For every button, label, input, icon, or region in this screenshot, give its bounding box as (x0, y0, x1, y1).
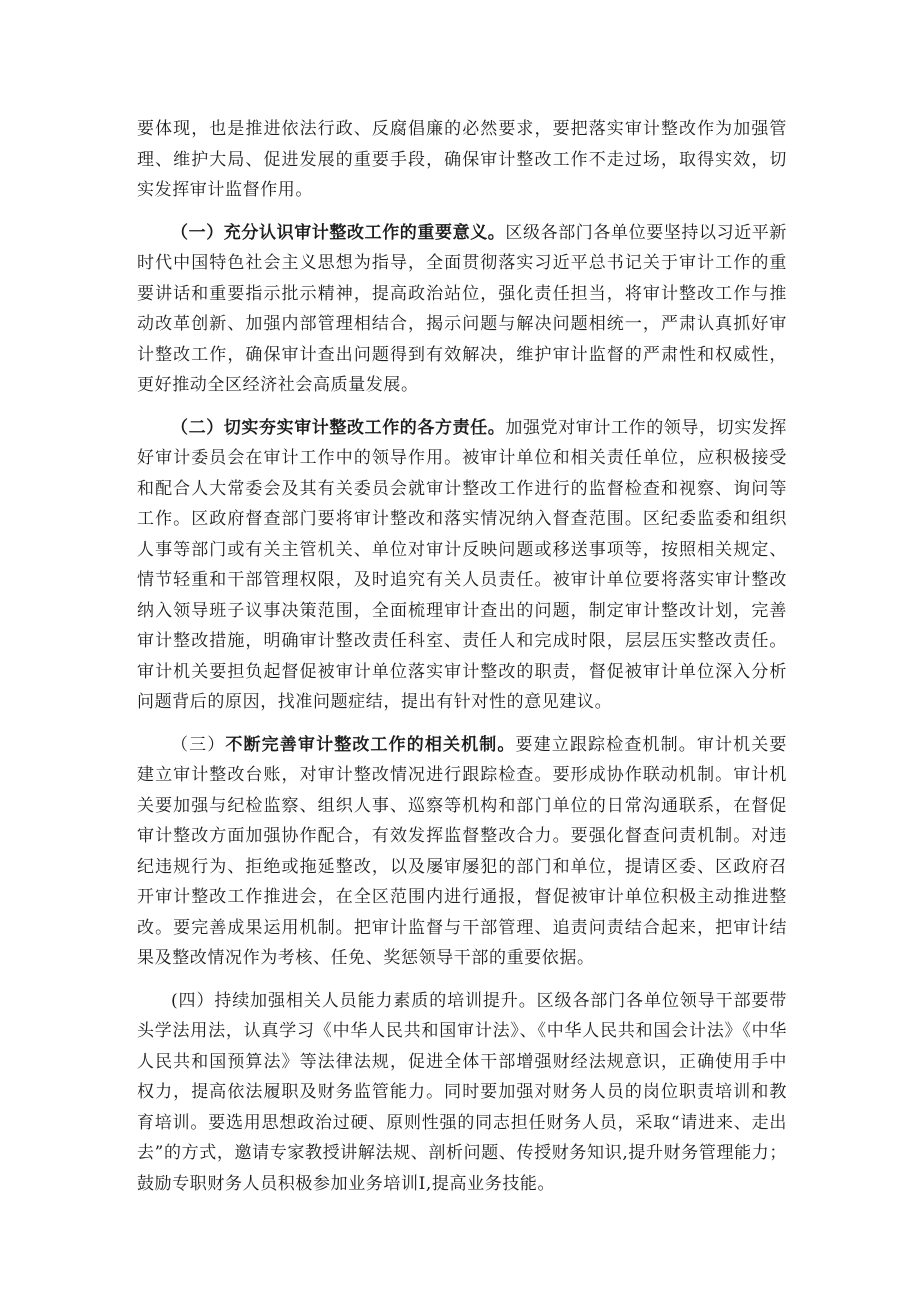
section-4-body: 区级各部门各单位领导干部要带头学法用法，认真学习《中华人民共和国审计法》、《中华人民共和国会计法》《中华人民共和国预算法》等法律法规，促进全体干部增强财经法规意识，正确使用手中权力，提高依法履职及财务监管能力。同时要加强对财务人员的岗位职责培训和教育培训。要选用思想政治过硬、原则性强的同志担任财务人员，采取“请进来、走出去”的方式，邀请专家教授讲解法规、剖析问题、传授财务知识,提升财务管理能力；鼓励专职财务人员积极参加业务培训I,提高业务技能。 (137, 990, 788, 1194)
paragraph-body: 要体现，也是推进依法行政、反腐倡廉的必然要求，要把落实审计整改作为加强管理、维护大局、促进发展的重要手段，确保审计整改工作不走过场，取得实效，切实发挥审计监督作用。 (137, 119, 787, 200)
paragraph-section-4 (137, 986, 787, 1200)
paragraph-continuation (137, 114, 787, 206)
paragraph-section-2 (137, 413, 787, 718)
section-2-body: 加强党对审计工作的领导，切实发挥好审计委员会在审计工作中的领导作用。被审计单位和相关责任单位，应积极接受和配合人大常委会及其有关委员会就审计整改工作进行的监督检查和视察、询问等工作。区政府督查部门要将审计整改和落实情况纳入督查范围。区纪委监委和组织人事等部门或有关主管机关、单位对审计反映问题或移送事项等，按照相关规定、情节轻重和干部管理权限，及时追究有关人员责任。被审计单位要将落实审计整改纳入领导班子议事决策范围，全面梳理审计查出的问题，制定审计整改计划，完善审计整改措施，明确审计整改责任科室、责任人和完成时限，层层压实整改责任。审计机关要担负起督促被审计单位落实审计整改的职责，督促被审计单位深入分析问题背后的原因，找准问题症结，提出有针对性的意见建议。 (137, 417, 788, 712)
section-1-heading: （一）充分认识审计整改工作的重要意义。 (171, 222, 506, 243)
paragraph-section-1 (137, 218, 787, 401)
document-page (137, 114, 787, 1211)
section-3-body: 要建立跟踪检查机制。审计机关要建立审计整改台账，对审计整改情况进行跟踪检查。要形成协作联动机制。审计机关要加强与纪检监察、组织人事、巡察等机构和部门单位的日常沟通联系，在督促审计整改方面加强协作配合，有效发挥监督整改合力。要强化督查问责机制。对违纪违规行为、拒绝或拖延整改，以及屡审屡犯的部门和单位，提请区委、区政府召开审计整改工作推进会，在全区范围内进行通报，督促被审计单位积极主动推进整改。要完善成果运用机制。把审计监督与干部管理、追责问责结合起来，把审计结果及整改情况作为考核、任免、奖惩领导干部的重要依据。 (137, 734, 787, 968)
section-2-heading: （二）切实夯实审计整改工作的各方责任。 (171, 417, 506, 438)
section-1-body: 区级各部门各单位要坚持以习近平新时代中国特色社会主义思想为指导，全面贯彻落实习近平总书记关于审计工作的重要讲话和重要指示批示精神，提高政治站位，强化责任担当，将审计整改工作与推动改革创新、加强内部管理相结合，揭示问题与解决问题相统一，严肃认真抓好审计整改工作，确保审计查出问题得到有效解决，维护审计监督的严肃性和权威性，更好推动全区经济社会高质量发展。 (137, 222, 788, 395)
section-3-heading: 不断完善审计整改工作的相关机制。 (225, 734, 516, 755)
paragraph-section-3 (137, 730, 787, 974)
section-4-heading: (四）持续加强相关人员能力素质的培训提升。 (171, 990, 537, 1011)
section-3-heading-prefix: （三） (171, 734, 226, 755)
